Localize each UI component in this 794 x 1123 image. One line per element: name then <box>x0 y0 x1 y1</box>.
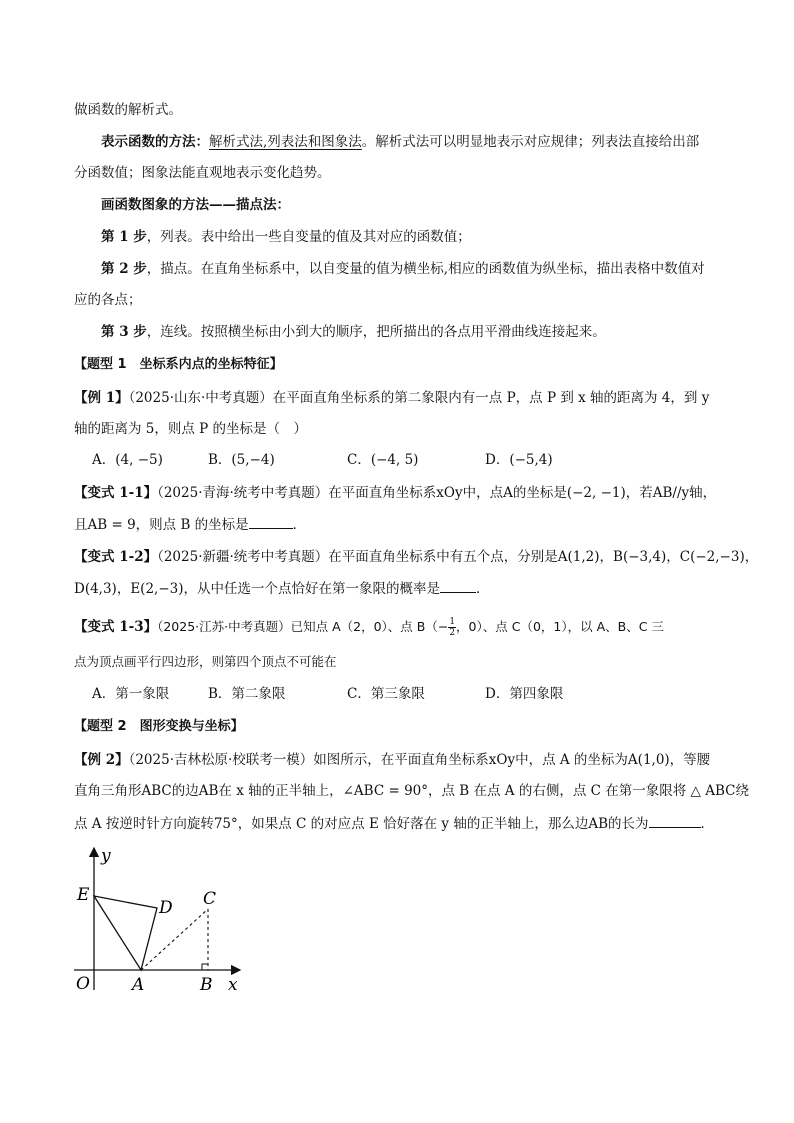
methods-label: 表示函数的方法： <box>101 134 209 150</box>
label-a: A <box>132 975 145 995</box>
variant-1-1-text-2: 且AB = 9，则点 B 的坐标是 <box>74 517 249 533</box>
methods-paragraph-cont: 分函数值；图象法能直观地表示变化趋势。 <box>74 165 331 181</box>
variant-1-1-text: （2025·青海·统考中考真题）在平面直角坐标系xOy中，点A的坐标是(−2, −1)，若AB//y轴， <box>157 485 717 501</box>
example-1-text: （2025·山东·中考真题）在平面直角坐标系的第二象限内有一点 P，点 P 到 x 轴的距离为 4，到 y <box>128 390 710 406</box>
answer-blank[interactable] <box>649 813 701 828</box>
label-d: D <box>159 898 173 918</box>
variant-1-1-cont <box>74 514 306 535</box>
step-2-text: ，描点。在直角坐标系中，以自变量的值为横坐标,相应的函数值为纵坐标，描出表格中数值对 <box>146 261 705 277</box>
label-x: x <box>228 975 238 995</box>
option-b[interactable]: B．第二象限 <box>208 686 286 702</box>
rotation-figure <box>70 842 250 997</box>
section-heading-type1: 【题型 1 坐标系内点的坐标特征】 <box>74 357 283 372</box>
variant-1-3-cont: 点为顶点画平行四边形，则第四个顶点不可能在 <box>74 654 337 669</box>
intro-line: 做函数的解析式。 <box>74 102 182 118</box>
option-b[interactable]: B．(5,−4) <box>208 452 275 468</box>
option-d[interactable]: D．(−5,4) <box>485 452 553 468</box>
label-y: y <box>101 846 111 866</box>
variant-1-3 <box>74 617 664 638</box>
label-c: C <box>203 889 217 909</box>
step-3-text: ，连线。按照横坐标由小到大的顺序，把所描出的各点用平滑曲线连接起来。 <box>146 324 606 340</box>
step-1-text: ，列表。表中给出一些自变量的值及其对应的函数值； <box>146 229 471 245</box>
methods-text: 。解析式法可以明显地表示对应规律；列表法直接给出部 <box>361 134 700 150</box>
example-2-cont: 直角三角形ABC的边AB在 x 轴的正半轴上，∠ABC = 90°，点 B 在点 A 的右侧，点 C 在第一象限将 △ ABC绕 <box>74 783 749 799</box>
variant-1-3-text-b: ，0）、点 C（0，1），以 A、B、C 三 <box>456 619 664 634</box>
variant-1-2-text: （2025·新疆·统考中考真题）在平面直角坐标系中有五个点，分别是A(1,2)，B(−3,4)，C(−2,−3)， <box>157 549 759 565</box>
period: ． <box>476 581 490 597</box>
draw-method-title: 画函数图象的方法——描点法： <box>101 197 290 213</box>
example-2-text-3: 点 A 按逆时针方向旋转75°，如果点 C 的对应点 E 恰好落在 y 轴的正半轴上，那么边AB的长为 <box>74 816 649 832</box>
step-1-label: 第 1 步 <box>101 229 147 245</box>
option-c[interactable]: C．(−4, 5) <box>347 452 419 468</box>
methods-list: 解析式法,列表法和图象法 <box>209 134 362 150</box>
option-d[interactable]: D．第四象限 <box>485 686 564 702</box>
fraction-numerator: 1 <box>449 617 456 627</box>
methods-paragraph <box>101 132 699 152</box>
fraction-denominator: 2 <box>449 628 456 638</box>
rotated-triangle <box>94 896 157 970</box>
example-2-cont-2 <box>74 813 714 834</box>
answer-blank[interactable] <box>249 514 293 529</box>
variant-1-2-label: 【变式 1-2】 <box>74 549 158 565</box>
example-1 <box>74 388 709 408</box>
label-b: B <box>200 975 213 995</box>
period: ． <box>292 517 307 533</box>
step-1 <box>101 227 471 247</box>
variant-1-1 <box>74 483 716 503</box>
example-2 <box>74 750 710 770</box>
variant-1-3-options <box>0 684 794 704</box>
step-2 <box>101 259 705 279</box>
variant-1-3-label: 【变式 1-3】 <box>74 619 158 635</box>
example-2-text: （2025·吉林松原·校联考一模）如图所示，在平面直角坐标系xOy中，点 A 的坐标为A(1,0)，等腰 <box>128 752 711 768</box>
option-c[interactable]: C．第三象限 <box>347 686 425 702</box>
step-3-label: 第 3 步 <box>101 324 147 340</box>
option-a[interactable]: A．第一象限 <box>92 686 170 702</box>
step-2-cont: 应的各点； <box>74 292 142 308</box>
example-2-label: 【例 2】 <box>74 752 129 768</box>
fraction <box>448 617 456 638</box>
variant-1-2 <box>74 547 758 567</box>
right-angle-mark <box>202 964 208 970</box>
option-a[interactable]: A．(4, −5) <box>92 452 163 468</box>
answer-blank[interactable] <box>440 578 476 593</box>
section-heading-type2: 【题型 2 图形变换与坐标】 <box>74 719 244 734</box>
variant-1-2-text-2: D(4,3)，E(2,−3)，从中任选一个点恰好在第一象限的概率是 <box>74 581 440 597</box>
label-o: O <box>76 974 90 994</box>
step-2-label: 第 2 步 <box>101 261 147 277</box>
variant-1-2-cont <box>74 578 490 599</box>
step-3 <box>101 322 606 342</box>
example-1-options <box>0 450 794 470</box>
variant-1-3-text: （2025·江苏·中考真题）已知点 A（2，0）、点 B（− <box>157 619 449 634</box>
label-e: E <box>77 885 90 905</box>
dashed-side-ac <box>141 909 208 970</box>
variant-1-1-label: 【变式 1-1】 <box>74 485 158 501</box>
period: ． <box>700 816 714 832</box>
example-1-label: 【例 1】 <box>74 390 129 406</box>
example-1-cont: 轴的距离为 5，则点 P 的坐标是（ ） <box>74 421 308 437</box>
